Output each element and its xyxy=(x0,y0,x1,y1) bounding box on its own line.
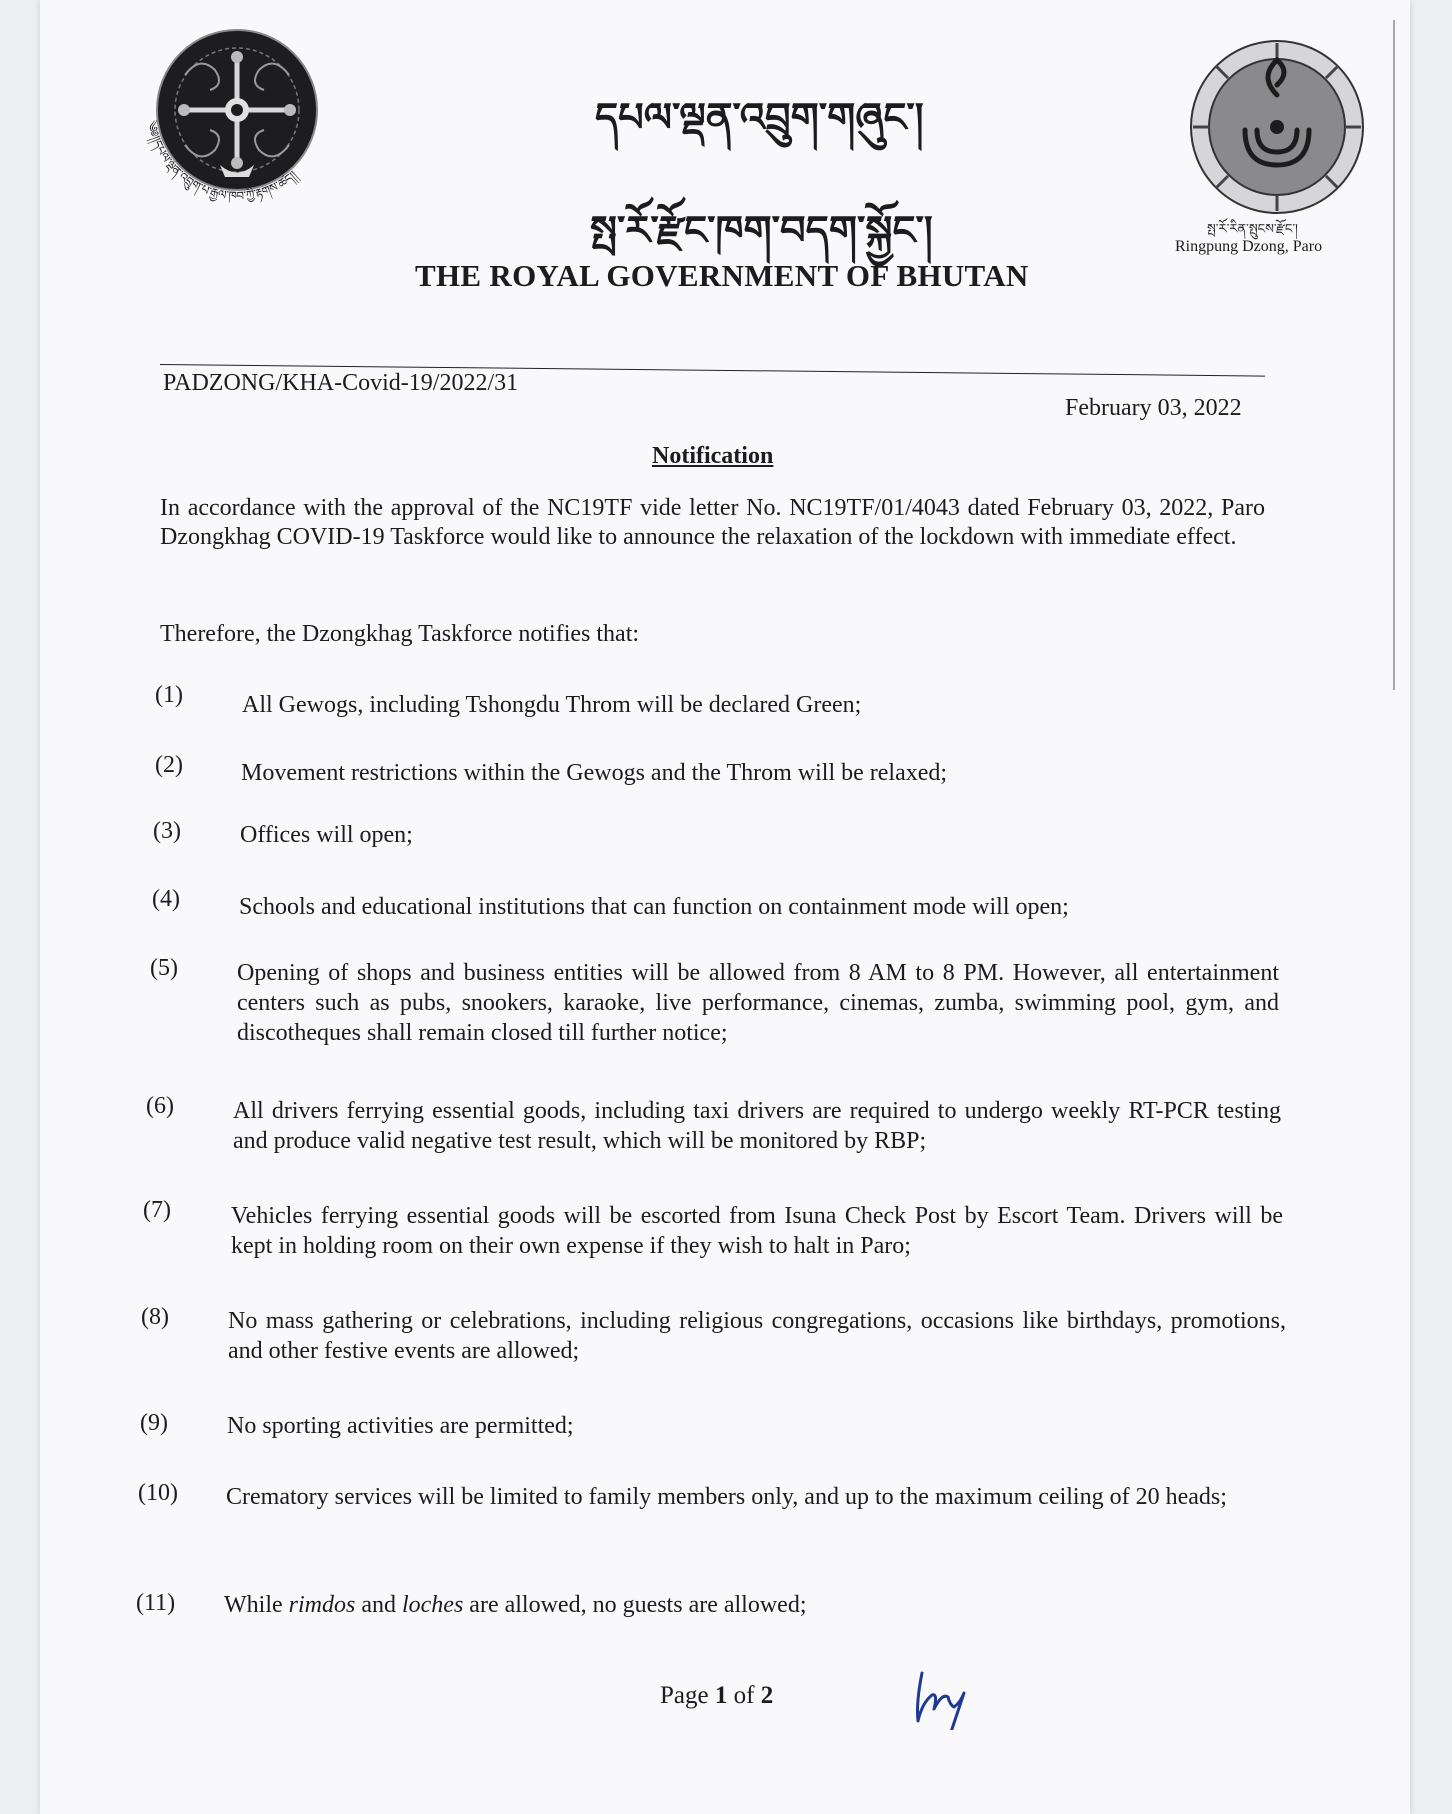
item-number: (5) xyxy=(150,955,178,981)
list-item: Crematory services will be limited to family members only, and up to the maximum ceiling of 20 heads; xyxy=(226,1484,1227,1510)
dzongkhag-emblem-icon xyxy=(1185,35,1370,220)
item-number: (10) xyxy=(138,1480,178,1506)
notification-title: Notification xyxy=(652,443,774,469)
item-number: (1) xyxy=(155,682,183,708)
therefore-paragraph: Therefore, the Dzongkhag Taskforce notifies that: xyxy=(160,621,640,647)
list-item: Offices will open; xyxy=(240,822,413,848)
item-text-part: and xyxy=(355,1592,402,1618)
government-title: THE ROYAL GOVERNMENT OF BHUTAN xyxy=(415,258,1029,293)
item-number: (2) xyxy=(155,752,183,778)
list-item: All drivers ferrying essential goods, including taxi drivers are required to undergo weekly RT-PCR testing and produce valid negative test result, which will be monitored by RBP; xyxy=(233,1098,1281,1154)
document-date: February 03, 2022 xyxy=(1065,395,1242,421)
item-text-emphasis: loches xyxy=(401,1592,464,1618)
signature-initials-icon xyxy=(910,1665,990,1730)
svg-text:༄༅།།དཔལ་ལྡན་འབྲུག་པ་རྒྱལ་ཁབ་ཀྱ: ༄༅།།དཔལ་ལྡན་འབྲུག་པ་རྒྱལ་ཁབ་ཀྱི་རྟགས་ཚད།། xyxy=(144,119,300,204)
item-number: (6) xyxy=(146,1093,174,1119)
list-item: No sporting activities are permitted; xyxy=(227,1413,574,1439)
page-current: 1 xyxy=(714,1682,728,1709)
page-of: of xyxy=(727,1682,761,1709)
tibetan-heading-line2: སྤ་རོ་རྫོང་ཁག་བདག་སྐྱོང་། xyxy=(590,208,933,254)
intro-paragraph: In accordance with the approval of the NC19TF vide letter No. NC19TF/01/4043 dated February 03, 2022, Paro Dzongkhag COVID-19 Taskforce would like to announce the relaxation of the lockdown with immediate effect. xyxy=(160,495,1265,550)
item-text-emphasis: rimdos xyxy=(288,1592,356,1618)
item-text-part: While xyxy=(224,1592,289,1618)
reference-number: PADZONG/KHA-Covid-19/2022/31 xyxy=(163,370,519,396)
list-item: No mass gathering or celebrations, including religious congregations, occasions like birthdays, promotions, and other festive events are allowed; xyxy=(228,1308,1286,1364)
list-item: Movement restrictions within the Gewogs and the Throm will be relaxed; xyxy=(241,760,948,786)
list-item: All Gewogs, including Tshongdu Throm will be declared Green; xyxy=(242,692,862,718)
list-item: Opening of shops and business entities will be allowed from 8 AM to 8 PM. However, all entertainment centers such as pubs, snookers, karaoke, live performance, cinemas, zumba, swimming pool, gym, and discotheques shall remain closed till further notice; xyxy=(237,960,1279,1046)
page-indicator xyxy=(660,1682,773,1710)
emblem-caption: Ringpung Dzong, Paro xyxy=(1175,238,1323,255)
page-word: Page xyxy=(660,1682,715,1709)
tibetan-heading-line1: དཔལ་ལྡན་འབྲུག་གཞུང་། xyxy=(595,95,924,141)
page-total: 2 xyxy=(760,1682,774,1709)
list-item: Schools and educational institutions that can function on containment mode will open; xyxy=(239,894,1069,920)
item-number: (8) xyxy=(141,1304,169,1330)
item-number: (9) xyxy=(140,1410,168,1436)
item-number: (7) xyxy=(143,1197,171,1223)
list-item: Vehicles ferrying essential goods will be escorted from Isuna Check Post by Escort Team. Drivers will be kept in holding room on their own expense if they wish to halt in Paro; xyxy=(231,1203,1283,1259)
item-number: (4) xyxy=(152,886,180,912)
national-emblem-icon xyxy=(125,15,340,230)
paper-edge-shadow xyxy=(1393,20,1395,690)
list-item xyxy=(224,1590,1224,1620)
item-text-part: are allowed, no guests are allowed; xyxy=(463,1592,807,1618)
emblem-caption-tibetan: སྤ་རོ་རིན་སྤུངས་རྫོང་། xyxy=(1207,222,1298,237)
item-number: (3) xyxy=(153,818,181,844)
item-number: (11) xyxy=(136,1590,176,1616)
